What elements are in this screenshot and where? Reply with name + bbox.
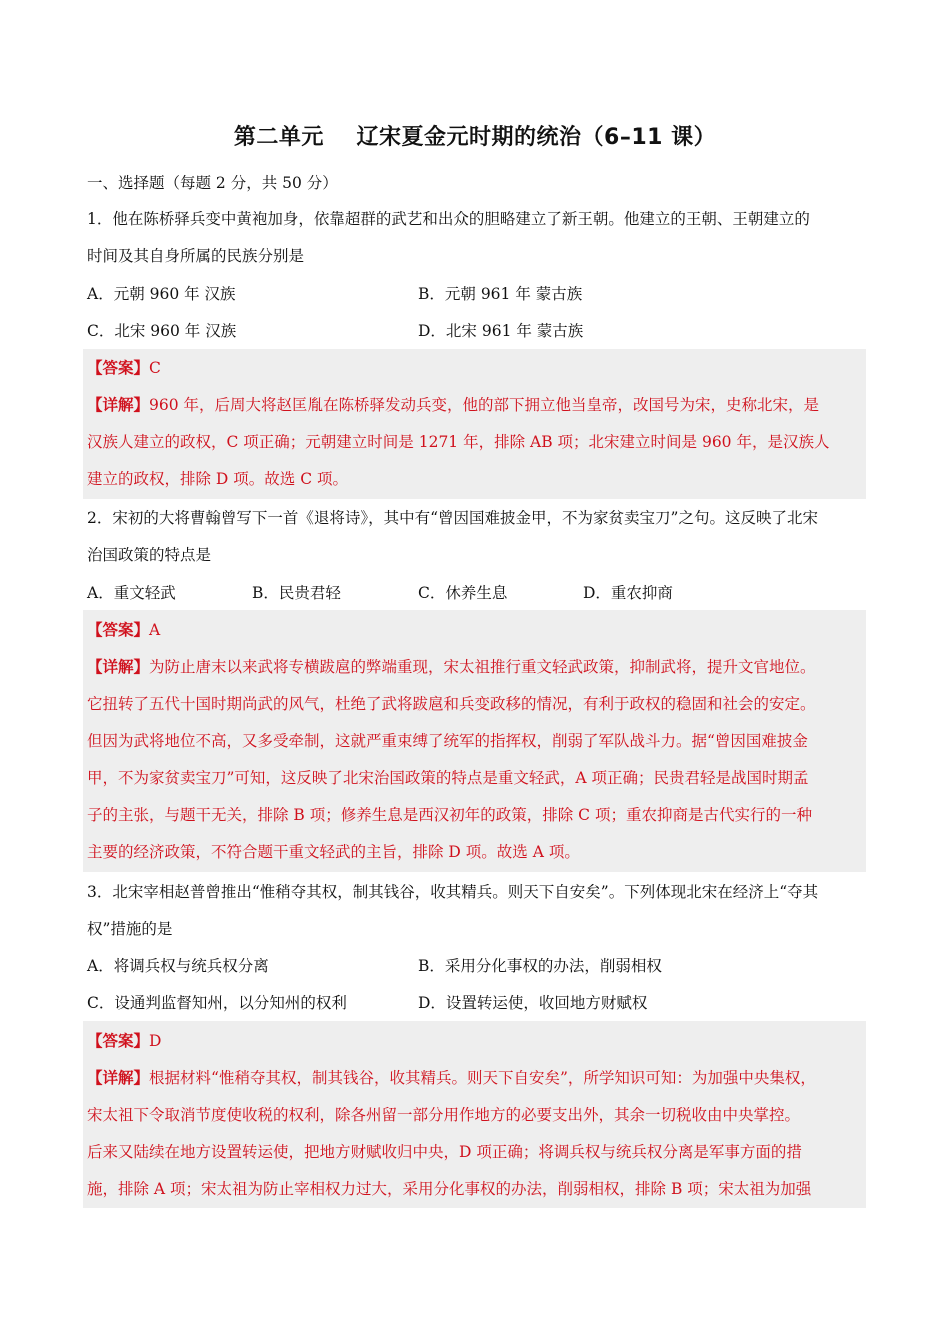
explain-text: 根据材料“惟稍夺其权，制其钱谷，收其精兵。则天下自安矣”，所学知识可知：为加强中央集权， (149, 1069, 816, 1087)
explain-tag: 【详解】 (87, 1068, 150, 1087)
answer-tag: 【答案】 (87, 1031, 150, 1050)
q3-explain-line-2: 宋太祖下令取消节度使收税的权利，除各州留一部分用作地方的必要支出外，其余一切税收由中央掌控。 (87, 1106, 801, 1124)
q3-stem-line-1: 3．北宋宰相赵普曾推出“惟稍夺其权，制其钱谷，收其精兵。则天下自安矣”。下列体现北宋在经济上“夺其 (87, 883, 819, 901)
q1-stem-line-1: 1．他在陈桥驿兵变中黄袍加身，依靠超群的武艺和出众的胆略建立了新王朝。他建立的王朝、王朝建立的 (87, 210, 810, 228)
q2-explain-line-2: 它扭转了五代十国时期尚武的风气，杜绝了武将跋扈和兵变政移的情况，有利于政权的稳固和社会的安定。 (87, 695, 816, 713)
q2-option-c: C．休养生息 (418, 584, 508, 602)
page-title: 第二单元 辽宋夏金元时期的统治（6–11 课） (233, 125, 717, 150)
q3-explain-line-4: 施，排除 A 项；宋太祖为防止宰相权力过大，采用分化事权的办法，削弱相权，排除 B 项；宋太祖为加强 (87, 1180, 812, 1198)
q3-option-c: C．设通判监督知州，以分知州的权利 (87, 994, 347, 1012)
q2-answer (87, 619, 160, 641)
explain-text: 为防止唐末以来武将专横跋扈的弊端重现，宋太祖推行重文轻武政策，抑制武将，提升文官地位。 (149, 658, 816, 676)
q1-option-c: C．北宋 960 年 汉族 (87, 322, 237, 340)
q1-explain-line-1 (87, 394, 819, 416)
q2-option-d: D．重农抑商 (583, 584, 673, 602)
q1-option-b: B．元朝 961 年 蒙古族 (418, 285, 583, 303)
q3-option-d: D．设置转运使，收回地方财赋权 (418, 994, 648, 1012)
q3-stem-line-2: 权”措施的是 (87, 920, 173, 938)
q1-answer (87, 357, 161, 379)
answer-tag: 【答案】 (87, 358, 150, 377)
q1-answer-box (83, 349, 866, 499)
q2-stem-line-1: 2．宋初的大将曹翰曾写下一首《退将诗》，其中有“曾因国难披金甲，不为家贫卖宝刀”之句。这反映了北宋 (87, 509, 818, 527)
q3-answer-box (83, 1021, 866, 1208)
q3-option-b: B．采用分化事权的办法，削弱相权 (418, 957, 662, 975)
q2-explain-line-3: 但因为武将地位不高，又多受牵制，这就严重束缚了统军的指挥权，削弱了军队战斗力。据“曾因国难披金 (87, 732, 808, 750)
explain-tag: 【详解】 (87, 395, 150, 414)
q3-option-a: A．将调兵权与统兵权分离 (87, 957, 269, 975)
q2-option-b: B．民贵君轻 (252, 584, 341, 602)
q1-explain-line-3: 建立的政权，排除 D 项。故选 C 项。 (87, 470, 348, 488)
answer-value: A (149, 621, 161, 639)
q2-explain-line-6: 主要的经济政策，不符合题干重文轻武的主旨，排除 D 项。故选 A 项。 (87, 843, 580, 861)
q1-stem-line-2: 时间及其自身所属的民族分别是 (87, 247, 305, 265)
explain-text: 960 年，后周大将赵匡胤在陈桥驿发动兵变，他的部下拥立他当皇帝，改国号为宋，史称北宋，是 (149, 396, 820, 414)
q2-answer-box (83, 610, 866, 872)
q2-explain-line-5: 子的主张，与题干无关，排除 B 项；修养生息是西汉初年的政策，排除 C 项；重农抑商是古代实行的一种 (87, 806, 812, 824)
q1-explain-line-2: 汉族人建立的政权，C 项正确；元朝建立时间是 1271 年，排除 AB 项；北宋建立时间是 960 年，是汉族人 (87, 433, 830, 451)
q1-option-a: A．元朝 960 年 汉族 (87, 285, 236, 303)
q2-explain-line-1 (87, 656, 816, 678)
section-heading: 一、选择题（每题 2 分，共 50 分） (87, 174, 338, 192)
q1-option-d: D．北宋 961 年 蒙古族 (418, 322, 584, 340)
explain-tag: 【详解】 (87, 657, 150, 676)
q2-explain-line-4: 甲，不为家贫卖宝刀”可知，这反映了北宋治国政策的特点是重文轻武，A 项正确；民贵君轻是战国时期孟 (87, 769, 809, 787)
answer-tag: 【答案】 (87, 620, 150, 639)
q3-explain-line-3: 后来又陆续在地方设置转运使，把地方财赋收归中央，D 项正确；将调兵权与统兵权分离是军事方面的措 (87, 1143, 802, 1161)
q2-option-a: A．重文轻武 (87, 584, 176, 602)
answer-value: D (149, 1032, 162, 1050)
q3-answer (87, 1030, 161, 1052)
answer-value: C (149, 359, 161, 377)
q2-stem-line-2: 治国政策的特点是 (87, 546, 212, 564)
q3-explain-line-1 (87, 1067, 816, 1089)
